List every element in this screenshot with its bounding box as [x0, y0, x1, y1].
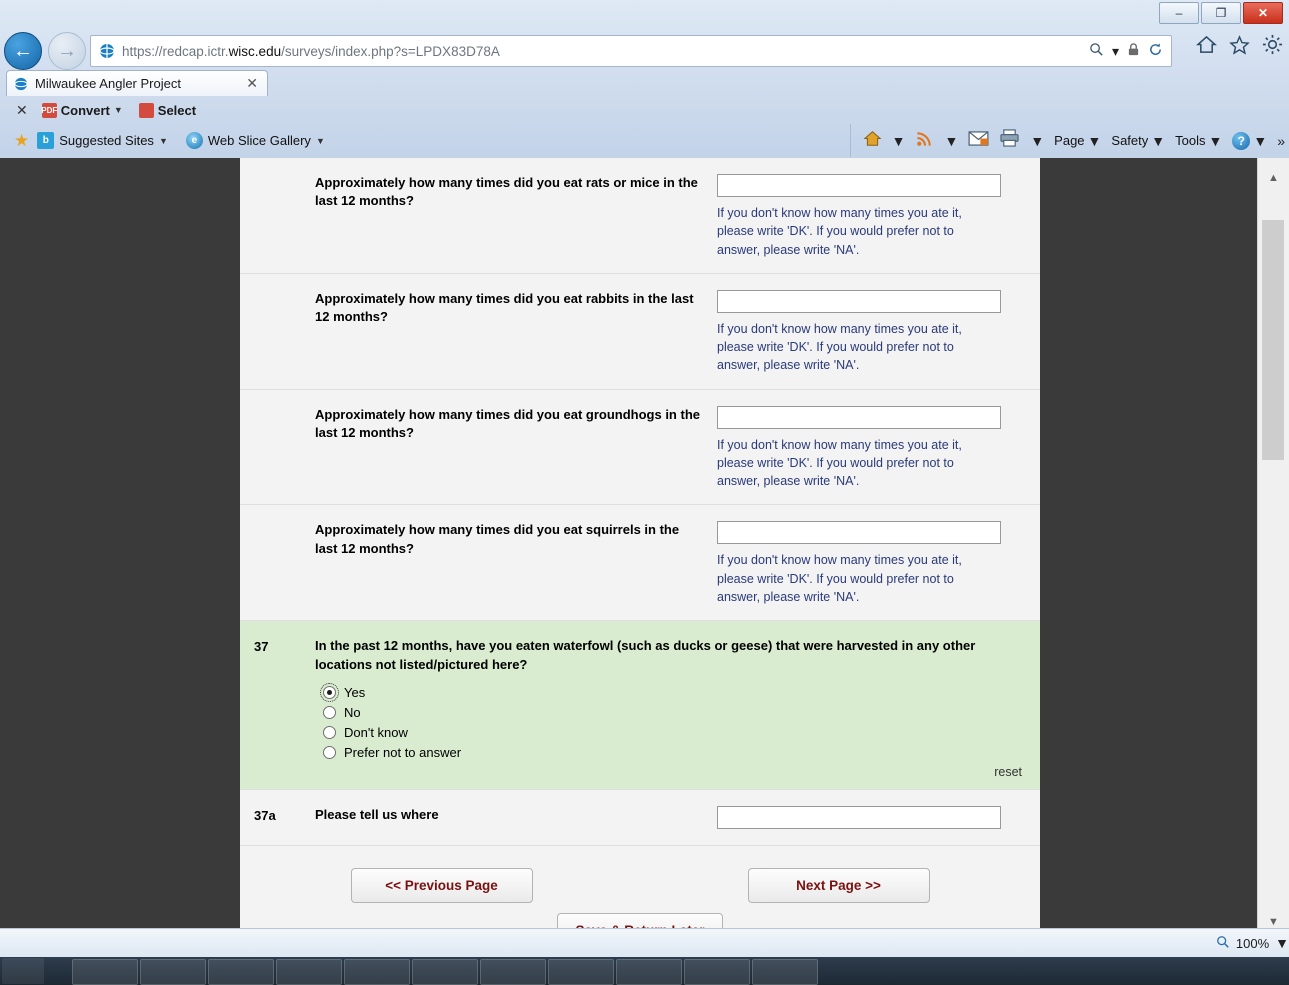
- suggested-sites-chevron-down-icon[interactable]: ▼: [158, 135, 168, 146]
- question-37-text: In the past 12 months, have you eaten waterfowl (such as ducks or geese) that were harvested in any other locations not listed/pictured here?: [315, 638, 976, 672]
- help-chevron-down-icon[interactable]: ▼: [1253, 132, 1268, 149]
- forward-button[interactable]: →: [48, 32, 86, 70]
- select-pdf-icon: [139, 103, 154, 118]
- survey-form: [240, 158, 1040, 943]
- address-bar[interactable]: [90, 35, 1172, 67]
- radio-label-no: No: [344, 704, 361, 720]
- question-text: Approximately how many times did you eat rats or mice in the last 12 months?: [315, 175, 698, 209]
- url-text: [122, 44, 1089, 59]
- rss-icon[interactable]: [915, 129, 934, 153]
- radio-button-dont-know[interactable]: [323, 726, 336, 739]
- select-label: Select: [157, 102, 197, 118]
- help-menu[interactable]: [1232, 132, 1267, 150]
- start-button[interactable]: [2, 958, 44, 984]
- lock-icon: [1127, 42, 1140, 60]
- tab-close-icon[interactable]: ✕: [246, 75, 258, 91]
- question-text: Approximately how many times did you eat squirrels in the last 12 months?: [315, 522, 680, 556]
- tab-favicon-icon: [13, 76, 29, 92]
- maximize-button[interactable]: ❐: [1201, 2, 1241, 24]
- scroll-up-icon[interactable]: ▲: [1258, 166, 1289, 189]
- answer-hint: If you don't know how many times you ate it, please write 'DK'. If you would prefer not to answer, please write 'NA'.: [717, 437, 962, 488]
- answer-hint: If you don't know how many times you ate it, please write 'DK'. If you would prefer not to answer, please write 'NA'.: [717, 206, 962, 257]
- gear-icon[interactable]: [1262, 34, 1283, 61]
- taskbar-item-4[interactable]: [276, 959, 342, 985]
- radio-option-yes[interactable]: [323, 685, 1026, 700]
- close-button[interactable]: ✕: [1243, 2, 1283, 24]
- question-37: [240, 621, 1040, 790]
- answer-hint: If you don't know how many times you ate it, please write 'DK'. If you would prefer not to answer, please write 'NA'.: [717, 321, 962, 373]
- question-text: Approximately how many times did you eat rabbits in the last 12 months?: [315, 290, 694, 325]
- web-slice-gallery-label: Web Slice Gallery: [207, 133, 311, 148]
- table-row: [240, 158, 1040, 274]
- command-home-icon[interactable]: [863, 130, 882, 152]
- taskbar-item-5[interactable]: [344, 959, 410, 985]
- page-menu-label: Page: [1054, 133, 1085, 148]
- taskbar-item-9[interactable]: [616, 959, 682, 985]
- page-viewport: [0, 158, 1289, 943]
- page-chevron-down-icon[interactable]: ▼: [1087, 132, 1102, 149]
- toolbar-overflow-icon[interactable]: »: [1277, 132, 1285, 149]
- scroll-down-icon[interactable]: ▼: [1258, 910, 1289, 933]
- tab-strip: [0, 70, 1289, 96]
- printer-icon[interactable]: [999, 129, 1020, 152]
- answer-input-squirrels[interactable]: [717, 521, 1001, 544]
- pagination-buttons: [240, 846, 1040, 913]
- table-row: [240, 274, 1040, 390]
- mail-icon[interactable]: [968, 131, 989, 151]
- convert-chevron-down-icon[interactable]: ▼: [113, 105, 123, 115]
- acrobat-toolbar: [0, 96, 1289, 124]
- refresh-icon[interactable]: [1148, 42, 1163, 60]
- back-button[interactable]: ←: [4, 32, 42, 70]
- answer-input-where[interactable]: [717, 806, 1001, 829]
- radio-label-yes: Yes: [344, 684, 366, 700]
- zoom-control[interactable]: [1216, 935, 1289, 952]
- radio-button-prefer-not-to-answer[interactable]: [323, 746, 336, 759]
- magnifier-icon: [1216, 935, 1230, 952]
- select-button[interactable]: [139, 103, 196, 118]
- bing-icon: b: [37, 132, 54, 149]
- minimize-button[interactable]: –: [1159, 2, 1199, 24]
- question-number: [240, 390, 315, 505]
- answer-input-groundhogs[interactable]: [717, 406, 1001, 429]
- taskbar-item-11[interactable]: [752, 959, 818, 985]
- web-slice-chevron-down-icon[interactable]: ▼: [315, 135, 325, 146]
- scrollbar-thumb[interactable]: [1262, 220, 1284, 460]
- taskbar-item-1[interactable]: [72, 959, 138, 985]
- toolbar-close-icon[interactable]: ✕: [16, 101, 28, 118]
- search-chevron-down-icon[interactable]: ▾: [1111, 42, 1119, 59]
- page-favicon-icon: [97, 41, 117, 61]
- pdf-icon: PDF: [42, 103, 57, 118]
- safety-menu-label: Safety: [1111, 133, 1149, 148]
- favorite-suggested-sites[interactable]: [37, 132, 168, 149]
- radio-option-no[interactable]: [323, 705, 1026, 720]
- convert-label: Convert: [60, 102, 110, 118]
- title-bar: [0, 0, 1289, 26]
- question-number: [240, 274, 315, 389]
- home-icon[interactable]: [1196, 35, 1217, 60]
- url-domain: wisc.edu: [228, 43, 282, 59]
- taskbar-item-7[interactable]: [480, 959, 546, 985]
- window-controls: [1159, 2, 1283, 24]
- url-prefix: https://redcap.ictr.: [122, 43, 229, 59]
- radio-label-prefer-not-to-answer: Prefer not to answer: [344, 744, 462, 760]
- question-number: [240, 158, 315, 273]
- question-text: Approximately how many times did you eat groundhogs in the last 12 months?: [315, 406, 700, 440]
- question-number-37a: 37a: [254, 807, 276, 823]
- tools-menu[interactable]: [1175, 133, 1222, 149]
- question-number: [240, 505, 315, 620]
- table-row: [240, 390, 1040, 506]
- tools-menu-label: Tools: [1175, 133, 1206, 148]
- answer-hint: If you don't know how many times you ate it, please write 'DK'. If you would prefer not to answer, please write 'NA'.: [717, 553, 962, 604]
- browser-chrome: [0, 0, 1289, 159]
- print-chevron-down-icon[interactable]: ▼: [1030, 132, 1045, 149]
- home-chevron-down-icon[interactable]: ▼: [891, 132, 906, 149]
- answer-input-rabbits[interactable]: [717, 290, 1001, 313]
- taskbar: [0, 957, 1289, 985]
- internet-explorer-icon: e: [186, 132, 203, 149]
- reset-link[interactable]: reset: [994, 764, 1022, 779]
- rss-chevron-down-icon[interactable]: ▼: [944, 132, 959, 149]
- favorite-web-slice-gallery[interactable]: [186, 132, 325, 149]
- radio-option-dont-know[interactable]: [323, 725, 1026, 740]
- previous-page-button[interactable]: << Previous Page: [351, 868, 533, 903]
- page-menu[interactable]: [1054, 133, 1101, 149]
- vertical-scrollbar[interactable]: [1257, 158, 1289, 943]
- taskbar-item-2[interactable]: [140, 959, 206, 985]
- convert-button[interactable]: [42, 103, 123, 118]
- taskbar-item-3[interactable]: [208, 959, 274, 985]
- zoom-level-label: 100%: [1235, 935, 1270, 951]
- safety-chevron-down-icon[interactable]: ▼: [1151, 132, 1166, 149]
- radio-button-no[interactable]: [323, 706, 336, 719]
- search-icon[interactable]: [1089, 42, 1104, 60]
- radio-option-prefer-not-to-answer[interactable]: [323, 745, 1026, 760]
- next-page-button[interactable]: Next Page >>: [748, 868, 930, 903]
- status-bar: [0, 928, 1289, 957]
- help-icon: ?: [1232, 132, 1250, 150]
- tab-title: Milwaukee Angler Project: [35, 76, 181, 91]
- address-bar-icons: [1089, 42, 1171, 60]
- safety-menu[interactable]: [1111, 133, 1165, 149]
- command-bar: [850, 124, 1285, 157]
- url-suffix: /surveys/index.php?s=LPDX83D78A: [281, 43, 500, 59]
- favorites-star-icon[interactable]: [1229, 35, 1250, 61]
- answer-input-rats-mice[interactable]: [717, 174, 1001, 197]
- zoom-chevron-down-icon[interactable]: ▼: [1275, 935, 1289, 951]
- add-favorite-star-icon[interactable]: ★: [14, 130, 30, 150]
- radio-button-yes[interactable]: [323, 686, 336, 699]
- tools-chevron-down-icon[interactable]: ▼: [1208, 132, 1223, 149]
- taskbar-item-6[interactable]: [412, 959, 478, 985]
- taskbar-item-10[interactable]: [684, 959, 750, 985]
- radio-label-dont-know: Don't know: [344, 724, 408, 740]
- question-number-37: 37: [254, 639, 269, 654]
- suggested-sites-label: Suggested Sites: [59, 133, 154, 148]
- question-37a: [240, 790, 1040, 846]
- taskbar-item-8[interactable]: [548, 959, 614, 985]
- browser-tool-icons: [1196, 34, 1283, 61]
- table-row: [240, 505, 1040, 621]
- address-row: [0, 28, 1289, 72]
- tab-milwaukee-angler-project[interactable]: [6, 70, 268, 96]
- question-37a-text: Please tell us where: [315, 806, 439, 822]
